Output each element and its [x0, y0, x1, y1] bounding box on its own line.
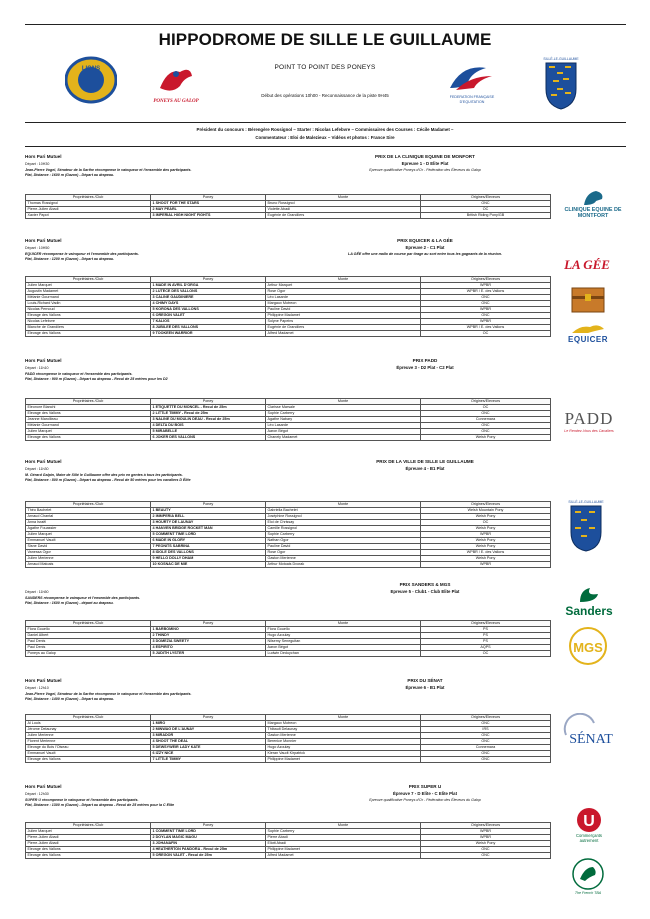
- operations-start: Début des opérations 10h00 - Reconnaissance de la piste 9H45: [261, 93, 389, 98]
- race-name: PRIX DE LA VILLE DE SILLE LE GUILLAUME: [376, 459, 474, 464]
- horse-head-icon: [580, 189, 606, 207]
- race-name: PRIX SANDERS & MGS: [399, 582, 451, 587]
- sponsor-text-2: MGS: [573, 640, 603, 655]
- race-start: Départ : 10H50: [25, 246, 50, 250]
- table-row: Arnaud Chantal 2 IMMPERIA BELL Joséphine Rossignol Welsh Pony: [26, 514, 551, 520]
- table-row: Thomas Rossignol 1 SHOOT FOR THE STARS Bruno Rossignol ONC: [26, 201, 551, 207]
- race-2: [25, 238, 625, 344]
- sponsor-text: Sanders: [565, 604, 613, 618]
- sponsor-text-2: EQUICER: [568, 334, 608, 344]
- race-name: PRIX DU SÉNAT: [407, 678, 443, 683]
- page-subtitle: POINT TO POINT DES PONEYS: [274, 64, 376, 71]
- race-label: Hors Pari Mutuel: [25, 678, 62, 683]
- race-name: PRIX SUPER U: [408, 784, 442, 789]
- table-row: Anna Israël 3 HOURTY DE LAUNAY Eloi de Chrissay OC: [26, 520, 551, 526]
- race-epreuve: Epreuve 2 - C1 Plat: [405, 245, 445, 250]
- table-row: Al Louis 1 MIRO Margaux Motreon ONC: [26, 721, 551, 727]
- note-line-2: Plat, Distance : 1600 m (Gazon) - départ au drapeau.: [25, 601, 114, 605]
- col-owner: Propriétaires /Club: [26, 195, 151, 201]
- mgs-logo-icon: [568, 626, 608, 666]
- credits-rule: [25, 146, 626, 147]
- sponsor-mgs: [566, 626, 610, 666]
- ffe-text-1: FEDERATION FRANÇAISE: [449, 95, 495, 99]
- note-line-1: EQUICER récompense le vainqueur et l'ensemble des participants.: [25, 252, 139, 256]
- credits-line-2: Commentateur : Eloi de Malezieux – Vidéos et photos : France Sire: [255, 135, 395, 140]
- horse-icon: [568, 323, 608, 335]
- sponsor-sanders: [556, 582, 622, 622]
- race-start: Départ : 11h30: [25, 467, 49, 471]
- race-7: [25, 784, 625, 864]
- header-rule: [25, 122, 626, 123]
- table-row: Emmanuel Vaudt 6 MADE IN GLORY Nathan Ogor Welsh Pony: [26, 538, 551, 544]
- table-row: Pierre-Julien Abadi 2 MAY PEARL Violette Abadi OC: [26, 207, 551, 213]
- race-label: Hors Pari Mutuel: [25, 784, 62, 789]
- table-row: Poneys au Galop 5 JUDITH LYSTER Ludwin Deduychan OC: [26, 651, 551, 657]
- table-row: Théo Bachelet 1 BEAUTY Gabriella Bachelet Welsh Mountain Pony: [26, 508, 551, 514]
- sponsor-sille: [566, 498, 606, 554]
- sponsor-trunk-image: [568, 282, 608, 316]
- race-label: Hors Pari Mutuel: [25, 238, 62, 243]
- table-row: Julien Marquet 1 COMMENT TIME LORD Sophie Carberry WPBR: [26, 829, 551, 835]
- race-start: Départ : 10H30: [25, 162, 50, 166]
- race-note: [25, 596, 345, 606]
- sponsor-super-u: [564, 800, 614, 850]
- table-row: Julien Merienne 9 HELLO DOLLY DHAM Gaston Merienne Welsh Pony: [26, 556, 551, 562]
- note-line-2: Plat, Distance : 1600 m (Gazon) - Départ au drapeau.: [25, 173, 115, 177]
- sponsor-text-3: The French TBA: [574, 891, 602, 895]
- race-name: PRIX DE LA CLINIQUE EQUINE DE MONFORT: [375, 154, 475, 159]
- race-side-note: LA GÉE offre une mallo de course par tirage au sort entre tous les gagnants de la réunion.: [348, 252, 502, 256]
- table-row: Paul Denis 3 DOMEZIA SWEETY Nilsemy Seneguitan PS: [26, 639, 551, 645]
- sponsor-padd: [556, 404, 622, 438]
- senat-logo-icon: [558, 713, 620, 757]
- note-line-1: Jean-Pierre Vogel, Sénateur de la Sarthe récompense le vainqueur et l'ensemble des participants.: [25, 168, 192, 172]
- race-1: [25, 154, 625, 222]
- ffe-text-2: D'EQUITATION: [459, 100, 485, 104]
- sponsor-text: SÉNAT: [569, 732, 613, 747]
- table-row: Mélanie Gourmand 4 DELTA DU BOIS Léo Lasarde ONC: [26, 423, 551, 429]
- race-3: [25, 358, 625, 442]
- sponsor-la-gee: [556, 254, 618, 276]
- tba-seal-icon: [571, 857, 605, 891]
- runners-table: [25, 714, 551, 763]
- sille-text: SILLÉ-LE-GUILLAUME: [543, 57, 579, 61]
- table-row: Julien Marquet 5 MIRABELLE Aaron Bégot ONC: [26, 429, 551, 435]
- race-note: [25, 372, 345, 382]
- race-start: Départ : 12h10: [25, 686, 49, 690]
- col-origin: Origines/Eleveurs: [421, 195, 551, 201]
- trunk-icon: [568, 282, 608, 316]
- table-row: Emmanuel Vaudt 6 IZZY NICE Kieran Vaudt Kirpatrick ONC: [26, 751, 551, 757]
- sponsor-text: LA GÉE: [564, 257, 610, 272]
- race-start: Départ : 11h10: [25, 366, 49, 370]
- table-row: Pierre-Julien Abadi 3 JOHANAFIN Eliott Abadi Welsh Pony: [26, 841, 551, 847]
- table-row: Elevage des Vallons 7 LITTLE TIMMY Philippine Madamet ONC: [26, 757, 551, 763]
- page-title: HIPPODROME DE SILLE LE GUILLAUME: [158, 30, 492, 49]
- table-header: Propriétaires /Club Poney Monte Origines/Eleveurs: [26, 502, 551, 508]
- coat-of-arms-icon: [569, 504, 603, 552]
- leaf-icon: [576, 586, 602, 604]
- table-row: Elevage des Vallons 6 OREGON VALET Philippine Madamet ONC: [26, 313, 551, 319]
- table-row: Eleonore Bianchi 1 ETIQUETTE DU MONCEL - Recul de 25m Clarisse Marsale OC: [26, 405, 551, 411]
- note-line-2: Plat, Distance : 800 m (Gazon) - Départ au drapeau - Recul de 50 mètres pour les cavaliers D Élite: [25, 478, 191, 482]
- race-5: [25, 582, 625, 664]
- race-start: Départ : 12h30: [25, 792, 49, 796]
- table-header: Propriétaires /Club Poney Monte Origines/Eleveurs: [26, 621, 551, 627]
- sille-coat-of-arms: [543, 55, 579, 111]
- race-label: Hors Pari Mutuel: [25, 154, 62, 159]
- race-note: [25, 692, 345, 702]
- table-row: Arnaud Matoais 10 KOSNAC DE MIE Arthur Motoais Dvorak WPBR: [26, 562, 551, 568]
- race-side-note: Epreuve qualificative Poneys d'Or - Fédération des Éleveurs du Galop: [369, 798, 481, 802]
- note-line-1: PADD récompense le vainqueur et l'ensemble des participants.: [25, 372, 133, 376]
- credits-line-1: Président du concours : Bérengère Rossignol – Starter : Nicolas Lefebvre – Commissaires des Courses : Cécile Madamet –: [196, 127, 454, 132]
- table-header: Propriétaires /Club Poney Monte Origines/Eleveurs: [26, 277, 551, 283]
- table-row: Daniel Albert 2 THINDY Hugo Azoulay PS: [26, 633, 551, 639]
- table-row: Pierre-Julien Abadi 2 DOYLAN MAGIC MAGU Pierre Abadi WPBR: [26, 835, 551, 841]
- sponsor-text: PADD: [564, 409, 614, 428]
- top-rule: [25, 24, 626, 25]
- sponsor-text: U: [583, 813, 595, 830]
- poneys-text: PONEYS AU GALOP: [153, 99, 199, 104]
- sponsor-clinique-montfort: [560, 185, 626, 223]
- table-row: Jeanne Marollieau 3 NALINE DU MOULIN DEAU - Recul de 25m Agathe Nabary Connemara: [26, 417, 551, 423]
- runners-table: [25, 822, 551, 859]
- note-line-1: M. Gérard Galpin, Maire de Sillé le Guillaume offre des prix en gentes à tous les participants.: [25, 473, 183, 477]
- runners-table: [25, 276, 551, 337]
- race-epreuve: Épreuve 4 - B1 Plat: [405, 466, 445, 471]
- race-6: [25, 678, 625, 772]
- sponsor-equicer: [556, 320, 620, 346]
- note-line-2: Plat, Distance : 1300 m (Gazon) - Départ au drapeau - Recul de 25 mètres pour la C Elite: [25, 803, 175, 807]
- note-line-2: Plat, Distance : 1200 m (Gazon) - Départ au drapeau.: [25, 257, 115, 261]
- table-row: Elevage des Vallons 2 LITTLE TIMMY - Recul de 25m Sophie Carberry ONC: [26, 411, 551, 417]
- table-row: Xavier Papot 3 IMPERIAL HIGH NIGHT FIGHTS Eugénie de Grandiiers British Riding Pony/GB: [26, 213, 551, 219]
- table-row: Mélanie Gourmand 3 CALINE GAUDINIERE Léo Lasarde ONC: [26, 295, 551, 301]
- race-epreuve: Épreuve 6 - B1 Plat: [405, 685, 445, 690]
- race-note: [25, 473, 345, 483]
- col-pony: Poney: [151, 195, 266, 201]
- table-row: Vanessa Ogor 8 IDOLE DES VALLONS Rose Ogor WPBR / E. des Vallons: [26, 550, 551, 556]
- race-side-note: Epreuve qualificative Poneys d'Or - Fédération des Éleveurs du Galop: [369, 168, 481, 172]
- table-row: Blanche de Grandiiers 8 JUBILEE DES VALLONS Eugénie de Grandiiers WPBR / E. des Vallons: [26, 325, 551, 331]
- table-row: Elevage des Vallons 5 OREGON VALET - Recul de 25m Alfred Madamet ONC: [26, 853, 551, 859]
- note-line-2: Plat, Distance : 900 m (Gazon) - Départ au drapeau - Recul de 25 mètres pour les D2: [25, 377, 168, 381]
- runners-table: [25, 501, 551, 568]
- table-row: Florent Merienne 4 SHOOT THE DEAL Berenice Monnier ONC: [26, 739, 551, 745]
- table-row: Augustin Madamet 2 LUTECE DES VALLONS Rose Ogor WPBR / E. des Vallons: [26, 289, 551, 295]
- table-header: Propriétaires /Club Poney Monte Origines/Eleveurs: [26, 399, 551, 405]
- race-4: [25, 459, 625, 571]
- sponsor-text-2: Le Rendez-Vous des Cavaliers: [564, 429, 614, 433]
- table-header: Propriétaires /Club Poney Monte Origines/Eleveurs: [26, 823, 551, 829]
- table-row: Julien Marquet 1 MADE IN AVRIL D'ORGA Arthur Marquet WPBR: [26, 283, 551, 289]
- race-label: Hors Pari Mutuel: [25, 358, 62, 363]
- race-start: Départ : 11h50: [25, 590, 49, 594]
- note-line-1: SANDERS récompense le vainqueur et l'ensemble des participants.: [25, 596, 141, 600]
- runners-table: [25, 194, 551, 219]
- race-name: PRIX EQUICER & LA GÉE: [397, 238, 453, 243]
- race-epreuve: Epreuve 1 - D Elite Plat: [401, 161, 449, 166]
- race-label: Hors Pari Mutuel: [25, 459, 62, 464]
- table-row: Jérome Delaunay 2 MINWAG DE L'AUNAY Thibault Delaunay IRS: [26, 727, 551, 733]
- note-line-1: SUPER U récompense le vainqueur et l'ensemble des participants.: [25, 798, 139, 802]
- sponsor-text: CLINIQUE EQUINE DE MONTFORT: [564, 207, 622, 219]
- sponsor-senat: [556, 712, 622, 758]
- table-row: Julien Marquet 5 COMMENT TIME LORD Sophie Carberry WPBR: [26, 532, 551, 538]
- race-epreuve: Épreuve 3 - D2 Plat - C2 Plat: [396, 365, 454, 370]
- table-row: Nicolas Lefebvre 7 KALIOS Solyne Papeins WPBR: [26, 319, 551, 325]
- table-row: Elevage des Vallons 9 TOOKEEN WARRIOR Alfred Madamet OC: [26, 331, 551, 337]
- table-row: Nicolas Pernoud 5 KORONA DES VALLONS Pauline David WPBR: [26, 307, 551, 313]
- col-rider: Monte: [266, 195, 421, 201]
- table-row: Julien Merienne 3 MIRADOR Gaston Merienne ONC: [26, 733, 551, 739]
- race-epreuve: Epreuve 5 - Club1 - Club Elite Plat: [390, 589, 460, 594]
- note-line-2: Plat, Distance : 1400 m (Gazon) - Départ au drapeau.: [25, 697, 115, 701]
- sponsor-text: SILLÉ-LE-GUILLAUME: [568, 500, 604, 504]
- race-epreuve: Épreuve 7 - D Elite - C Elite Plat: [393, 791, 457, 796]
- table-row: Sisne David 7 PEONITS SABRINA Pauline David Welsh Pony: [26, 544, 551, 550]
- table-row: Elevage des Vallons 4 HEATHERTON PANDORA - Recul de 25m Philippine Madamet ONC: [26, 847, 551, 853]
- sponsor-french-tba: [566, 854, 610, 898]
- table-row: Paul Denis 4 ESPIRITO Aaron Bégot AQPS: [26, 645, 551, 651]
- table-row: Elevage du Bois l'Oiseau 5 DEWSYWEIR LADY KATE Hugo Azoulay Connemara: [26, 745, 551, 751]
- table-row: Agathe Fouassier 4 HANVEN BRIDGE ROCKET MAN Camille Rossignol Welsh Pony: [26, 526, 551, 532]
- race-name: PRIX PADD: [412, 358, 438, 363]
- table-row: Louis-Richard Vadin 4 CHIMY DAYS Margaux Motreon ONC: [26, 301, 551, 307]
- runners-table: [25, 620, 551, 657]
- table-row: Elevage des Vallons 6 JOKER DES VALLONS Chanely Madamet Welsh Pony: [26, 435, 551, 441]
- table-header: Propriétaires /Club Poney Monte Origines/Eleveurs: [26, 715, 551, 721]
- runners-table: [25, 398, 551, 441]
- super-u-logo-icon: [576, 807, 602, 833]
- sponsor-text-2: Commerçants autrement: [575, 833, 603, 843]
- table-row: Flora Gouello 1 BARBOMINO Flora Gouello PS: [26, 627, 551, 633]
- ffe-logo: [442, 58, 502, 106]
- note-line-1: Jean-Pierre Vogel, Sénateur de la Sarthe récompense le vainqueur et l'ensemble des participants.: [25, 692, 192, 696]
- lions-text: LIONS: [81, 66, 101, 72]
